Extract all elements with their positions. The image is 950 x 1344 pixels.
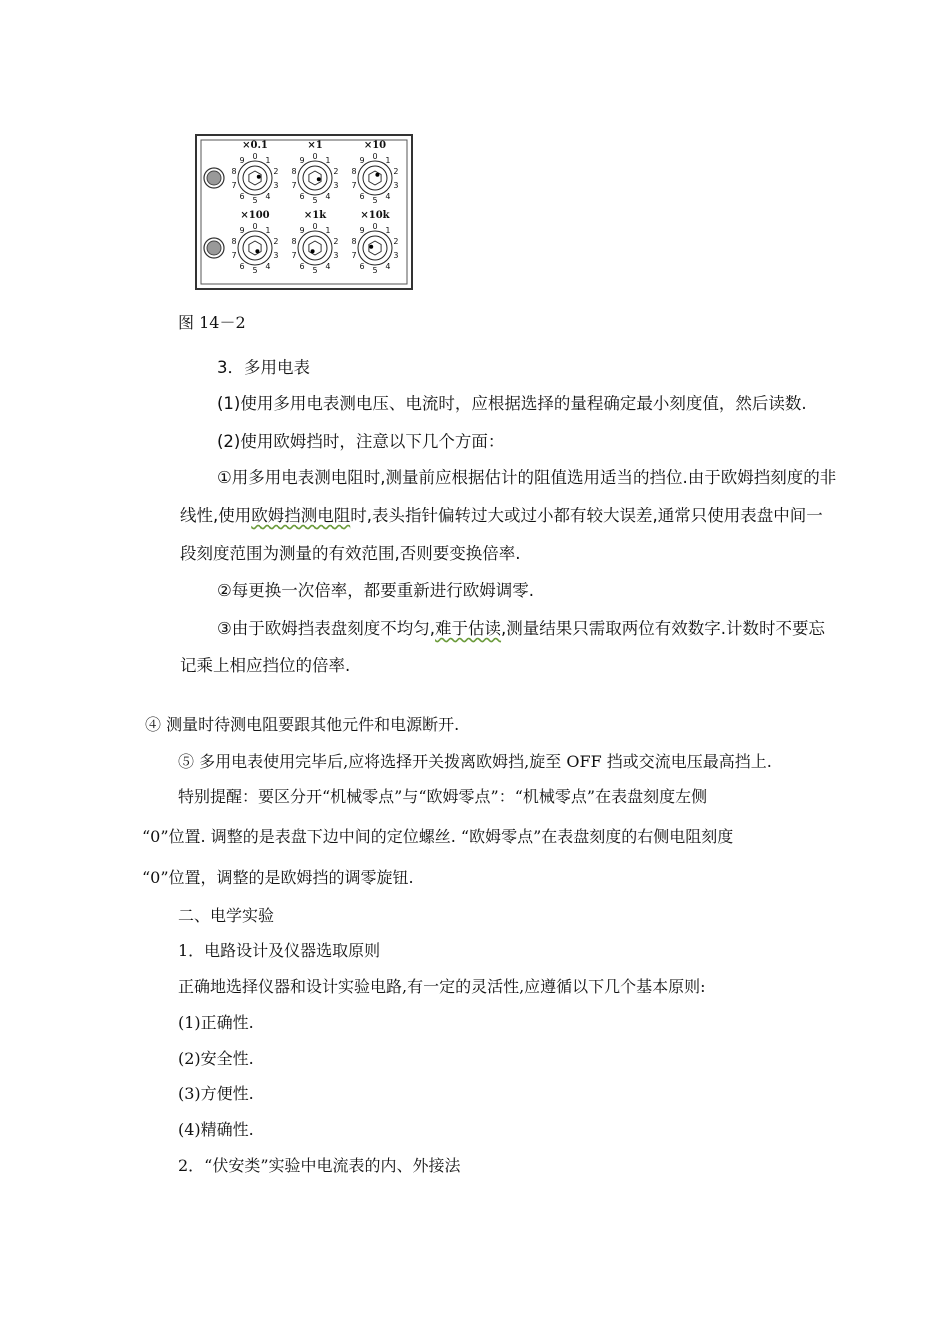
figure-caption: 图 14－2 <box>178 313 246 332</box>
special-note-line-3: “0”位置，调整的是欧姆挡的调零旋钮. <box>142 868 414 887</box>
dial-digit: 5 <box>252 196 258 205</box>
dial-digit: 3 <box>333 250 339 260</box>
dial-multiplier-label: ×10k <box>360 210 390 221</box>
dial-pointer <box>311 249 315 253</box>
dial-digit: 2 <box>273 167 279 177</box>
dial-digit: 5 <box>312 266 318 275</box>
dial-digit: 9 <box>299 226 305 236</box>
principle-1: (1)正确性. <box>178 1013 254 1032</box>
ohm-item-3-line-2: 记乘上相应挡位的倍率. <box>180 656 351 675</box>
dial-digit: 2 <box>333 237 339 247</box>
dial-digit: 1 <box>265 156 271 166</box>
dial-digit: 1 <box>265 226 271 236</box>
dial-pointer <box>375 173 379 177</box>
dial-digit: 9 <box>359 226 365 236</box>
ohm-item-4: ④ 测量时待测电阻要跟其他元件和电源断开. <box>145 715 460 734</box>
subsection-2-heading: 2．“伏安类”实验中电流表的内、外接法 <box>178 1156 461 1175</box>
dial-digit: 5 <box>372 266 378 275</box>
multimeter-heading: 3．多用电表 <box>217 358 310 377</box>
dial-pointer <box>257 175 261 179</box>
dial-digit: 0 <box>252 222 258 231</box>
dial-digit: 2 <box>273 237 279 247</box>
dial-digit: 5 <box>252 266 258 275</box>
dial-digit: 8 <box>351 167 357 177</box>
dial-digit: 0 <box>252 152 258 161</box>
dial-digit: 3 <box>393 250 399 260</box>
dial-digit: 8 <box>231 167 237 177</box>
dial-digit: 8 <box>351 237 357 247</box>
dial-digit: 6 <box>299 261 305 271</box>
ohm-item-1-line-3: 段刻度范围为测量的有效范围,否则要变换倍率. <box>180 544 521 563</box>
terminal-knob <box>204 168 224 188</box>
ohm-item-1-line-1: ①用多用电表测电阻时,测量前应根据估计的阻值选用适当的挡位.由于欧姆挡刻度的非 <box>217 468 837 487</box>
special-note-line-1: 特别提醒：要区分开“机械零点”与“欧姆零点”：“机械零点”在表盘刻度左侧 <box>178 787 708 806</box>
section-2-heading: 二、电学实验 <box>178 906 275 925</box>
dial-digit: 4 <box>385 191 391 201</box>
dial-digit: 5 <box>312 196 318 205</box>
dial-digit: 4 <box>325 261 331 271</box>
dial-multiplier-label: ×1 <box>307 140 323 151</box>
dial-digit: 1 <box>385 226 391 236</box>
dial-pointer <box>369 245 373 249</box>
dial-digit: 9 <box>299 156 305 166</box>
dial-digit: 7 <box>351 180 357 190</box>
dial-digit: 6 <box>239 191 245 201</box>
dial-digit: 8 <box>291 167 297 177</box>
ohm-item-1-line-2: 线性,使用欧姆挡测电阻时,表头指针偏转过大或过小都有较大误差,通常只使用表盘中间一 <box>180 506 823 525</box>
principle-2: (2)安全性. <box>178 1049 254 1068</box>
dial-digit: 7 <box>231 180 237 190</box>
dial-digit: 6 <box>359 261 365 271</box>
dial-digit: 9 <box>359 156 365 166</box>
dial-digit: 9 <box>239 156 245 166</box>
dial-digit: 7 <box>351 250 357 260</box>
multimeter-paragraph-2: (2)使用欧姆挡时，注意以下几个方面： <box>217 432 505 451</box>
terminal-knob <box>204 238 224 258</box>
dial-digit: 1 <box>325 156 331 166</box>
dial-digit: 0 <box>312 152 318 161</box>
dial-digit: 9 <box>239 226 245 236</box>
dial-digit: 2 <box>393 237 399 247</box>
multimeter-paragraph-1: (1)使用多用电表测电压、电流时，应根据选择的量程确定最小刻度值，然后读数. <box>217 394 807 413</box>
dial-digit: 1 <box>385 156 391 166</box>
dial-digit: 4 <box>385 261 391 271</box>
dial-pointer <box>255 249 259 253</box>
dial-digit: 0 <box>312 222 318 231</box>
dial-digit: 6 <box>359 191 365 201</box>
dial-digit: 5 <box>372 196 378 205</box>
dial-digit: 6 <box>299 191 305 201</box>
principle-4: (4)精确性. <box>178 1120 254 1139</box>
dial-multiplier-label: ×100 <box>240 210 270 221</box>
dial-digit: 2 <box>393 167 399 177</box>
dial-pointer <box>317 177 321 181</box>
dial-digit: 4 <box>265 261 271 271</box>
special-note-line-2: “0”位置. 调整的是表盘下边中间的定位螺丝. “欧姆零点”在表盘刻度的右侧电阻刻度 <box>142 827 734 846</box>
dial-multiplier-label: ×10 <box>363 140 387 151</box>
dial-digit: 8 <box>291 237 297 247</box>
dial-digit: 7 <box>291 250 297 260</box>
resistance-box-figure <box>195 134 413 290</box>
dial-digit: 7 <box>231 250 237 260</box>
dial-digit: 4 <box>265 191 271 201</box>
dial-digit: 7 <box>291 180 297 190</box>
ohm-item-2: ②每更换一次倍率，都要重新进行欧姆调零. <box>217 581 535 600</box>
ohm-item-5: ⑤ 多用电表使用完毕后,应将选择开关拨离欧姆挡,旋至 OFF 挡或交流电压最高挡上. <box>178 752 772 771</box>
dial-digit: 3 <box>393 180 399 190</box>
dial-digit: 1 <box>325 226 331 236</box>
subsection-1-text: 正确地选择仪器和设计实验电路,有一定的灵活性,应遵循以下几个基本原则: <box>178 977 706 996</box>
dial-digit: 3 <box>333 180 339 190</box>
dial-multiplier-label: ×1k <box>303 210 327 221</box>
dial-digit: 8 <box>231 237 237 247</box>
dial-digit: 0 <box>372 152 378 161</box>
dial-digit: 6 <box>239 261 245 271</box>
dial-digit: 0 <box>372 222 378 231</box>
dial-digit: 4 <box>325 191 331 201</box>
dial-digit: 2 <box>333 167 339 177</box>
subsection-1-heading: 1．电路设计及仪器选取原则 <box>178 941 381 960</box>
dial-digit: 3 <box>273 180 279 190</box>
ohm-item-3-line-1: ③由于欧姆挡表盘刻度不均匀,难于估读,测量结果只需取两位有效数字.计数时不要忘 <box>217 619 826 638</box>
dial-digit: 3 <box>273 250 279 260</box>
principle-3: (3)方便性. <box>178 1084 254 1103</box>
dial-multiplier-label: ×0.1 <box>242 140 268 151</box>
